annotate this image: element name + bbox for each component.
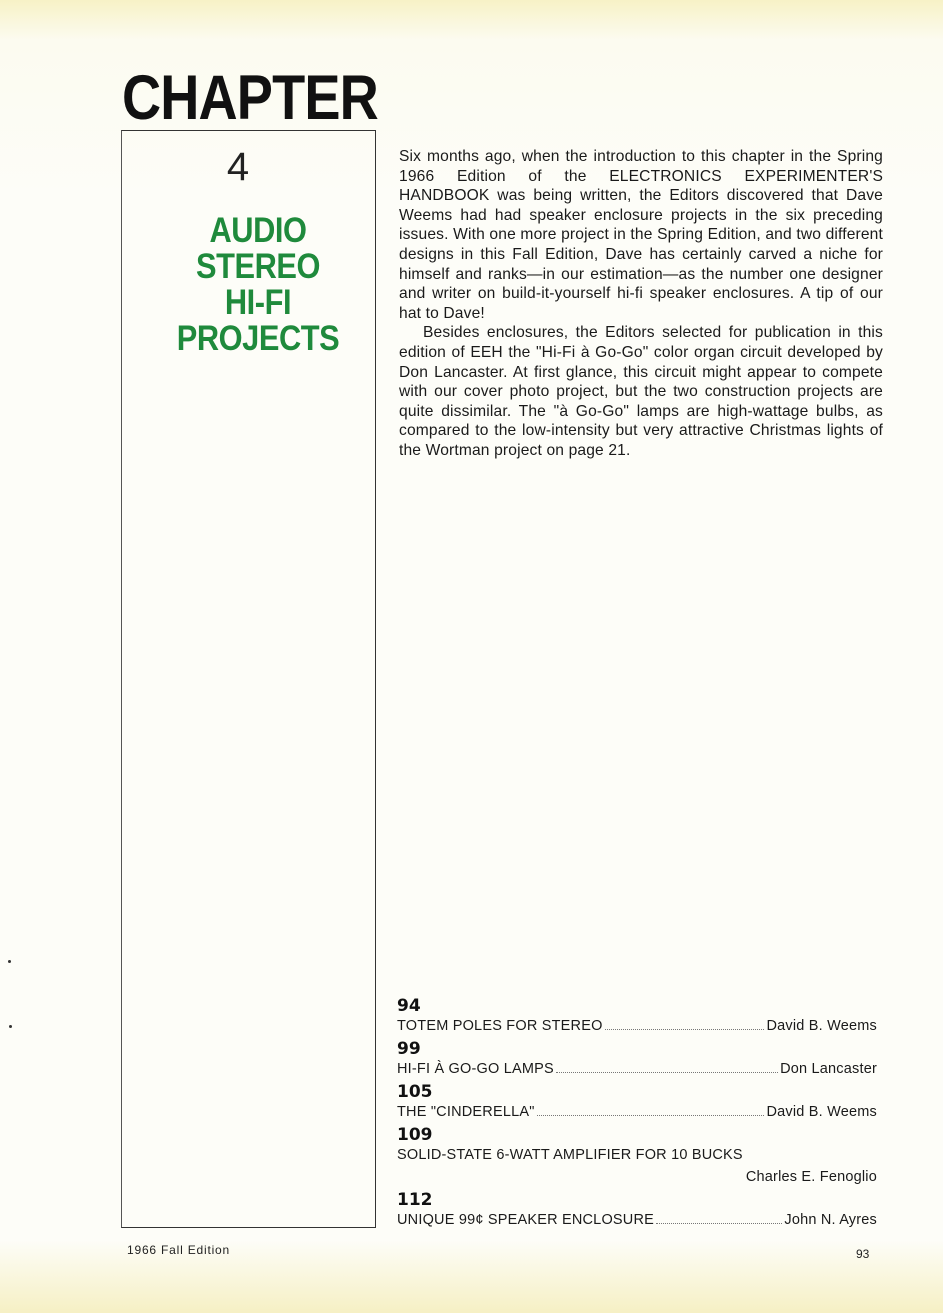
chapter-sidebar-box [121,130,376,1228]
subject-stereo: STEREO [195,247,320,286]
contents-entry[interactable] [397,1125,877,1188]
intro-paragraph: Besides enclosures, the Editors selected for publication in this edition of EEH the "Hi-Fi à Go-Go" color organ circuit developed by Don Lancaster. At first glance, this circuit might appear to compete with our cover photo project, but the two construction projects are quite dissimilar. The "à Go-Go" lamps are high-wattage bulbs, as compared to the low-intensity but very attractive Christmas lights of the Wortman project on page 21. [399,324,883,459]
contents-entry[interactable] [397,1039,877,1080]
leader-dots [537,1114,765,1116]
entry-row [397,1059,877,1080]
intro-text [399,147,883,461]
intro-paragraph: Six months ago, when the introduction to this chapter in the Spring 1966 Edition of the ELECTRONICS EXPERIMENTER'S HANDBOOK was being written, the Editors discovered that Dave Weems had had speaker enclosure projects in the six preceding issues. With one more project in the Spring Edition, and two different designs in this Fall Edition, Dave has certainly carved a niche for himself and ranks—in our estimation—as the number one designer and writer on build-it-yourself hi-fi speaker enclosures. A tip of our hat to Dave! [399,148,883,322]
contents-list [397,996,877,1233]
entry-title: SOLID-STATE 6-WATT AMPLIFIER FOR 10 BUCKS [397,1147,743,1163]
entry-title: UNIQUE 99¢ SPEAKER ENCLOSURE [397,1212,655,1228]
entry-author: David B. Weems [766,1018,877,1034]
entry-page-number: 99 [397,1039,421,1059]
entry-row [397,1145,877,1166]
entry-title: HI-FI À GO-GO LAMPS [397,1061,554,1077]
entry-page-number: 105 [397,1082,433,1102]
chapter-title: CHAPTER [122,63,378,133]
subject-audio: AUDIO [209,211,307,250]
leader-dots [556,1071,778,1073]
print-speck [9,1025,12,1028]
entry-author: Charles E. Fenoglio [745,1169,877,1185]
entry-title: THE "CINDERELLA" [397,1104,535,1120]
entry-row [397,1102,877,1123]
footer-page-number: 93 [856,1247,870,1261]
entry-author: John N. Ayres [784,1212,877,1228]
subject-projects: PROJECTS [176,319,340,358]
leader-dots [656,1222,782,1224]
entry-author: David B. Weems [766,1104,877,1120]
entry-row [397,1016,877,1037]
entry-title: TOTEM POLES FOR STEREO [397,1018,603,1034]
entry-row [397,1210,877,1231]
entry-page-number: 109 [397,1125,433,1145]
entry-page-number: 94 [397,996,421,1016]
chapter-number: 4 [226,145,250,189]
leader-dots [605,1028,765,1030]
entry-page-number: 112 [397,1190,433,1210]
contents-entry[interactable] [397,1082,877,1123]
entry-author: Don Lancaster [780,1061,877,1077]
chapter-subjects [122,213,394,357]
subject-hifi: HI-FI [224,283,292,322]
print-speck [8,960,11,963]
contents-entry[interactable] [397,1190,877,1231]
footer-edition: 1966 Fall Edition [127,1243,230,1257]
contents-entry[interactable] [397,996,877,1037]
